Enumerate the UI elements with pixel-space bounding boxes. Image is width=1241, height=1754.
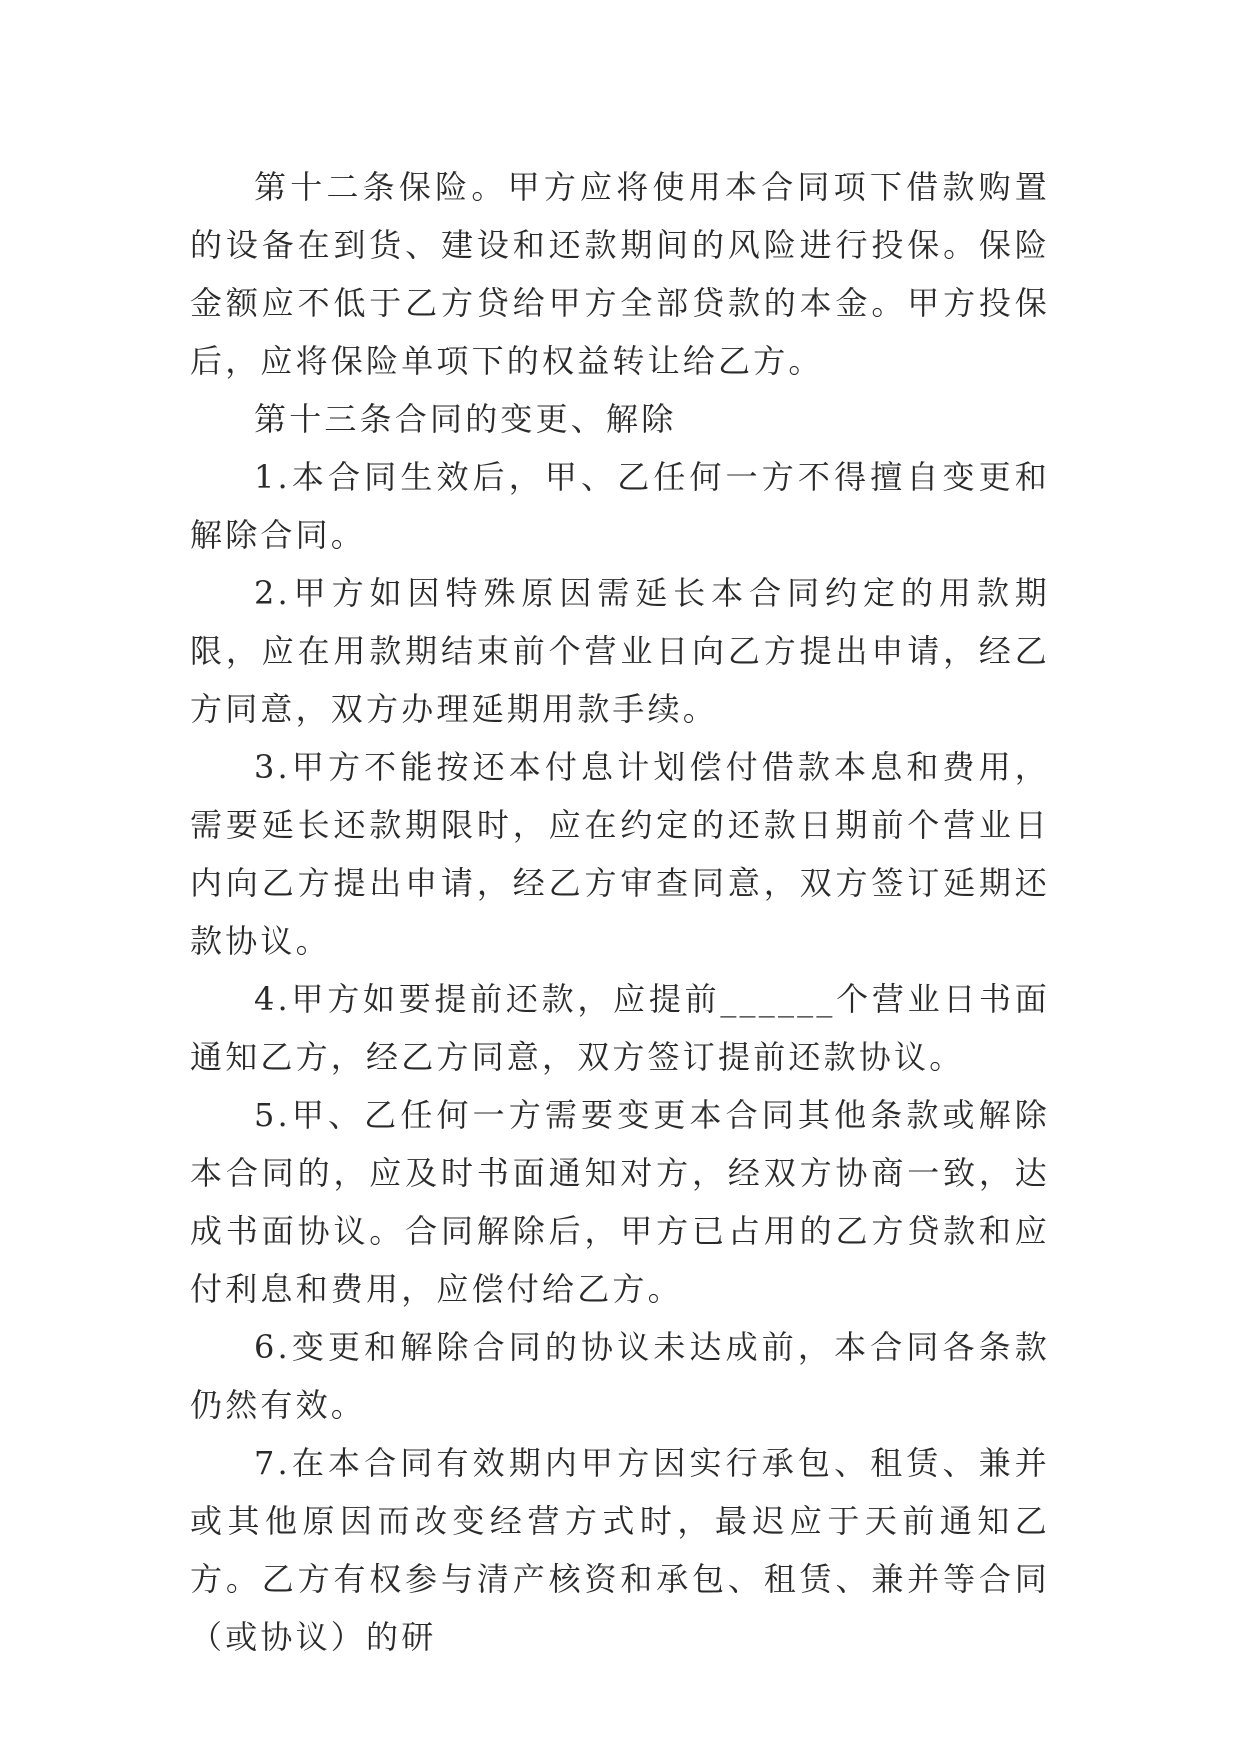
paragraph-item-2: 2.甲方如因特殊原因需延长本合同约定的用款期限，应在用款期结束前个营业日向乙方提出申请，经乙方同意，双方办理延期用款手续。 xyxy=(190,574,1050,728)
paragraph-article-12-insurance: 第十二条保险。甲方应将使用本合同项下借款购置的设备在到货、建设和还款期间的风险进行投保。保险金额应不低于乙方贷给甲方全部贷款的本金。甲方投保后，应将保险单项下的权益转让给乙方。 xyxy=(190,168,1050,380)
paragraph-item-3: 3.甲方不能按还本付息计划偿付借款本息和费用，需要延长还款期限时，应在约定的还款日期前个营业日内向乙方提出申请，经乙方审查同意，双方签订延期还款协议。 xyxy=(190,748,1050,960)
paragraph-item-5: 5.甲、乙任何一方需要变更本合同其他条款或解除本合同的，应及时书面通知对方，经双方协商一致，达成书面协议。合同解除后，甲方已占用的乙方贷款和应付利息和费用，应偿付给乙方。 xyxy=(190,1096,1050,1308)
paragraph-item-4: 4.甲方如要提前还款，应提前______个营业日书面通知乙方，经乙方同意，双方签订提前还款协议。 xyxy=(190,980,1050,1076)
paragraph-item-1: 1.本合同生效后，甲、乙任何一方不得擅自变更和解除合同。 xyxy=(190,458,1050,554)
document-page xyxy=(190,158,1050,1666)
paragraph-item-6: 6.变更和解除合同的协议未达成前，本合同各条款仍然有效。 xyxy=(190,1328,1050,1424)
paragraph-item-7: 7.在本合同有效期内甲方因实行承包、租赁、兼并或其他原因而改变经营方式时，最迟应于天前通知乙方。乙方有权参与清产核资和承包、租赁、兼并等合同（或协议）的研 xyxy=(190,1444,1050,1656)
paragraph-article-13-heading: 第十三条合同的变更、解除 xyxy=(254,400,677,438)
